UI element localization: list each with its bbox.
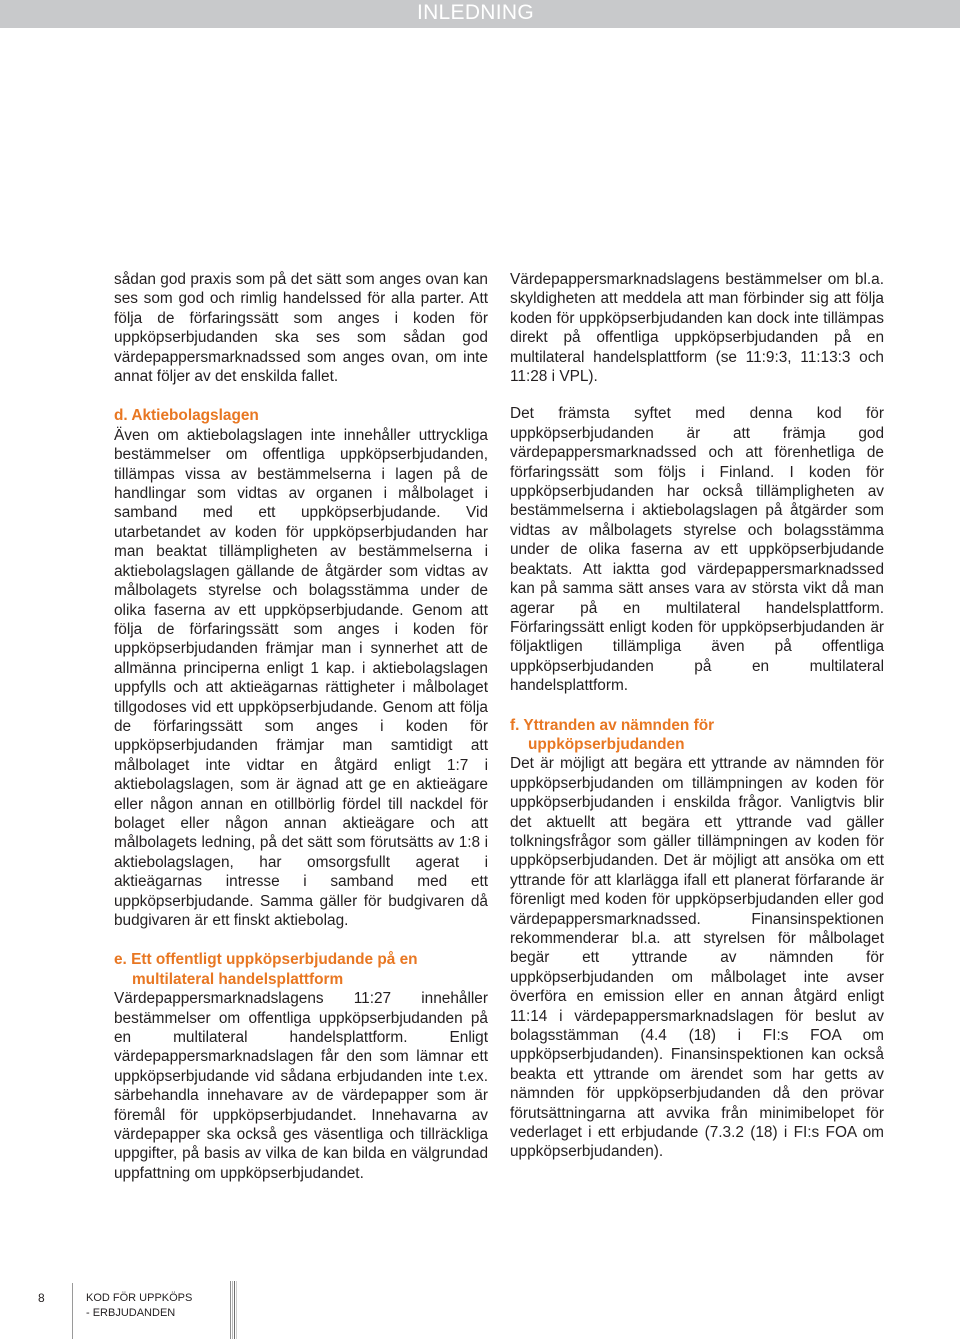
footer-decorative-lines bbox=[230, 1281, 238, 1339]
section-heading-e-line2: multilateral handelsplattform bbox=[132, 970, 344, 988]
paragraph-multilateral: Värdepappersmarknadslagens 11:27 innehåller bestämmelser om offentliga uppköpserbjudanden på en multilateral handelsplattform. Enligt värdepappersmarknadslagen får den som lämnar ett uppköpserbjudande vid sådana erbjudanden inte t.ex. särbehandla innehavare av de värdepapper som är föremål för uppköpserbjudandet. Innehavarna av värdepapper ska också ges väsentliga och tillräckliga uppgifter, på basis av vilka de kan bilda en välgrundad uppfattning om uppköpserbjudandet. bbox=[114, 990, 488, 1182]
header-bar bbox=[0, 0, 960, 28]
footer-divider bbox=[72, 1283, 73, 1339]
right-column bbox=[510, 270, 884, 1162]
section-heading-e bbox=[114, 950, 488, 989]
footer-document-label bbox=[86, 1291, 192, 1321]
page-section-title: INLEDNING bbox=[416, 1, 534, 24]
paragraph-vpl-provisions: Värdepappersmarknadslagens bestämmelser om bl.a. skyldigheten att meddela att man förbinder sig att följa koden för uppköpserbjudanden kan dock inte tillämpas direkt på offentliga uppköpserbjudanden på en multilateral handelsplattform (se 11:9:3, 11:13:3 och 11:28 i VPL). bbox=[510, 271, 884, 386]
paragraph-code-purpose: Det främsta syftet med denna kod för uppköpserbjudanden är att främja god värdepappersmarknadssed och att förenhetliga de förfaringssätt som följs i Finland. I koden för uppköpserbjudanden har också tillämpligheten av bestämmelserna i aktiebolagslagen på åtgärder som vidtas av målbolagets styrelse och bolagsstämma under de olika faserna av ett uppköpserbjudande beaktats. Att iaktta god värdepappersmarknadssed kan på samma sätt anses vara av största vikt då man agerar på en multilateral handelsplattform. Förfaringssätt enligt koden för uppköpserbjudanden är följaktligen tillämpliga även på offentliga uppköpserbjudanden på en multilateral handelsplattform. bbox=[510, 405, 884, 695]
intro-paragraph: sådan god praxis som på det sätt som anges ovan kan ses som god och rimlig handelssed för alla parter. Att följa de förfaringssätt som anges i koden för uppköpserbjudanden ska ses som sådan god värdepappersmarknadssed som anges ovan, om inte annat följer av det enskilda fallet. bbox=[114, 271, 488, 386]
section-heading-e-line1: e. Ett offentligt uppköpserbjudande på en bbox=[114, 951, 418, 969]
section-heading-d: d. Aktiebolagslagen bbox=[114, 407, 259, 425]
left-column bbox=[114, 270, 488, 1183]
page-number: 8 bbox=[38, 1291, 45, 1305]
paragraph-aktiebolagslagen: Även om aktiebolagslagen inte innehåller uttryckliga bestämmelser om offentliga uppköpserbjudanden, tillämpas vissa av bestämmelserna i lagen på de handlingar som vidtas av organen i målbolaget i samband med ett uppköpserbjudande. Vid utarbetandet av koden för uppköpserbjudanden har man beaktat tillämpligheten av bestämmelserna i aktiebolagslagen gällande de åtgärder som vidtas av målbolagets styrelse och bolagsstämma under de olika faserna av ett uppköpserbjudande. Genom att följa de förfaringssätt som anges i koden för uppköpserbjudanden främjar man i synnerhet att de allmänna principerna enligt 1 kap. i aktiebolagslagen uppfylls och att aktieägarnas rättigheter i målbolaget tillgodoses vid ett uppköpserbjudande. Genom att följa de förfaringssätt som anges i koden för uppköpserbjudanden främjar man samtidigt att målbolaget inte vidtar en åtgärd enligt 1:7 i aktiebolagslagen, som är ägnad att ge en aktieägare eller någon annan en otillbörlig fördel till nackdel för bolaget eller någon annan aktieägare och att målbolagets ledning, på det sätt som förutsätts av 1:8 i aktiebolagslagen, har omsorgsfullt agerat i aktieägarnas intresse i samband med ett uppköpserbjudande. Samma gäller för budgivaren då budgivaren är ett finskt aktiebolag. bbox=[114, 426, 488, 929]
footer-label-line2: - ERBJUDANDEN bbox=[86, 1307, 176, 1319]
footer-label-line1: KOD FÖR UPPKÖPS bbox=[86, 1292, 193, 1304]
paragraph-panel-statements: Det är möjligt att begära ett yttrande av nämnden för uppköpserbjudanden om tillämpningen av koden för uppköpserbjudanden i enskilda frågor. Vanligtvis blir det aktuellt att begära ett yttrande vad gäller tolkningsfrågor som gäller tillämpningen av koden för uppköpserbjudanden. Det är möjligt att ansöka om ett yttrande för att klarlägga ifall ett planerat förfarande är förenligt med koden för uppköpserbjudanden eller god värdepappersmarknadssed. Finansinspektionen rekommenderar bl.a. att styrelsen för målbolaget begär ett yttrande av nämnden för uppköpserbjudanden om målbolaget inte avser överföra en emission eller en annan åtgärd enligt 11:14 i värdepappersmarknadslagen för beslut av bolagsstämman (4.4 (18) i FI:s FOA om uppköpserbjudanden). Finansinspektionen kan också beakta ett yttrande om ärendet som har getts av nämnden för uppköpserbjudanden då den prövar förutsättningarna att avvika från minimibelopet för vederlaget i ett erbjudande (7.3.2 (18) i FI:s FOA om uppköpserbjudanden). bbox=[510, 755, 884, 1161]
section-heading-f-line1: f. Yttranden av nämnden för bbox=[510, 716, 715, 734]
section-heading-f bbox=[510, 716, 884, 755]
section-heading-f-line2: uppköpserbjudanden bbox=[528, 735, 685, 753]
